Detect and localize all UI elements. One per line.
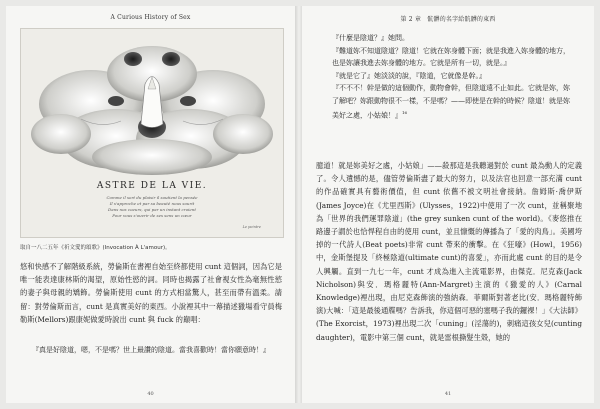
quote-line: 『難道妳不知道陰道？陰道！它就在妳身體下面；就是我進入妳身體的地方，也是妳讓我進去妳身體的地方。它就是所有一切，就是。』 — [332, 46, 570, 67]
illustration-plate — [20, 28, 284, 238]
page-number-right: 41 — [444, 391, 452, 397]
verse-line: Il s'approche et par sa beauté nous sourit — [109, 201, 195, 206]
right-page — [302, 6, 594, 403]
left-page — [6, 6, 296, 403]
plate-inscription: ASTRE DE LA VIE. — [96, 181, 208, 191]
plate-verse — [51, 195, 253, 219]
verse-line: Dans nos coeurs, qui par un instant croient — [108, 207, 196, 212]
quote-line: 『就是它了』她淡淡的說，『陰道，它就像是幹。』 — [332, 71, 486, 80]
footnote-marker[interactable]: 16 — [402, 110, 408, 115]
quote-line: 『什麼是陰道？』她問。 — [332, 34, 409, 42]
running-head-left: A Curious History of Sex — [110, 14, 191, 21]
running-head-right: 第 2 章 骯髒的名字給骯髒的東西 — [400, 16, 496, 23]
block-quote-left — [32, 344, 272, 357]
quote-text: 『真是好陰道，嗯，不是嗎？世上最讚的陰道。當我喜歡時！當你願意時！』 — [32, 346, 270, 354]
verse-line: Comme il sort du plaisir il soutient la pensée — [106, 195, 198, 200]
plate-signature: Le peintre — [242, 225, 261, 229]
page-number-left: 40 — [147, 391, 154, 397]
figure-caption: 取自一八二五年《祈文愛的頌歌》(Invocation À L'amour)。 — [20, 245, 171, 251]
body-paragraph-left: 悠和快感不了解階級系統，勞倫斯在書裡自始至終都使用 cunt 這個詞，因為它是唯一能表達康林斯的渴望，原始性慾的詞。同時也揭露了社會視女性為毫無性慾的妻子與母親的矯飾。勞倫斯使用 cunt 的方式相當驚人，甚至而帶有溫柔。請留：對勞倫斯而言，cunt 是真實美好的東西。小說裡其中一幕描述獵場看守員梅勒斯(Mellors)跟康妮做愛時說出 cunt 與 fuck 的巔唱： — [20, 262, 282, 324]
body-paragraph-right: 臆道！就是妳美好之處，小姑娘」——殺那這是我聽過對於 cunt 最為動人的定義了。令人遺憾的是，儘管勞倫斯盡了最大的努力，以及法官也回意一部充滿 cunt 的作品確實具有藝術價值，但 cunt 依舊不被文明社會接納。詹姆斯·喬伊斯(James Joyce)在《尤里西斯》(Ulysses，1922)中使用了一次 cunt，並稱聚地為「世界的我們運罪陰道」(the grey sunken cunt of the world)。《麥悠推在路邊子謂於也恰悍程自由的使用 cunt，並且慷慨的傳播為了「愛的肉鳥」。美國垮掉的一代詩人(Beat poets)非常 cunt 帶來的衝擊。在《狂嚎》(Howl，1956)中，金斯堡提及「終極陰道(ultimate cunt)的喜愛」，亦而此處 cunt 的目的是令人興觸。直到一九七一年，cunt 才成為進入主流電影界，由傑克．尼克森(Jack Nicholson)與安．瑪格麗特(Ann-Margret)主演的《獵愛的人》(Carnal Knowledge)裡出現，由尼克森飾演的強納森．菲爾斯對著老比(安．瑪格麗特飾演)大喊：「這是最後通牒嗎？告訴我，你這個可惡的塞嗎子我的鑼裸！」《大法師》(The Exorcist，1973)裡出現二次「cuning」(淫蕩的)，刺痛這孩女兒(cunting daughter)，電影中第三個 cunt，就是雷根撕髮生殼，她的 — [316, 161, 582, 342]
quote-line-text: 『不不不！幹是做的這個動作，動物會幹，但陰道遠不止如此。它就是妳，妳了解吧？妳跟動物很不一樣，不是嗎？——即使是在幹的時候？陰道！就是妳美好之處，小姑娘！』 — [332, 84, 570, 120]
quote-line — [332, 82, 574, 122]
verse-line: Pour vous s'ouvrir de ses sens un cœur — [112, 213, 192, 218]
block-quote-right — [332, 32, 574, 122]
